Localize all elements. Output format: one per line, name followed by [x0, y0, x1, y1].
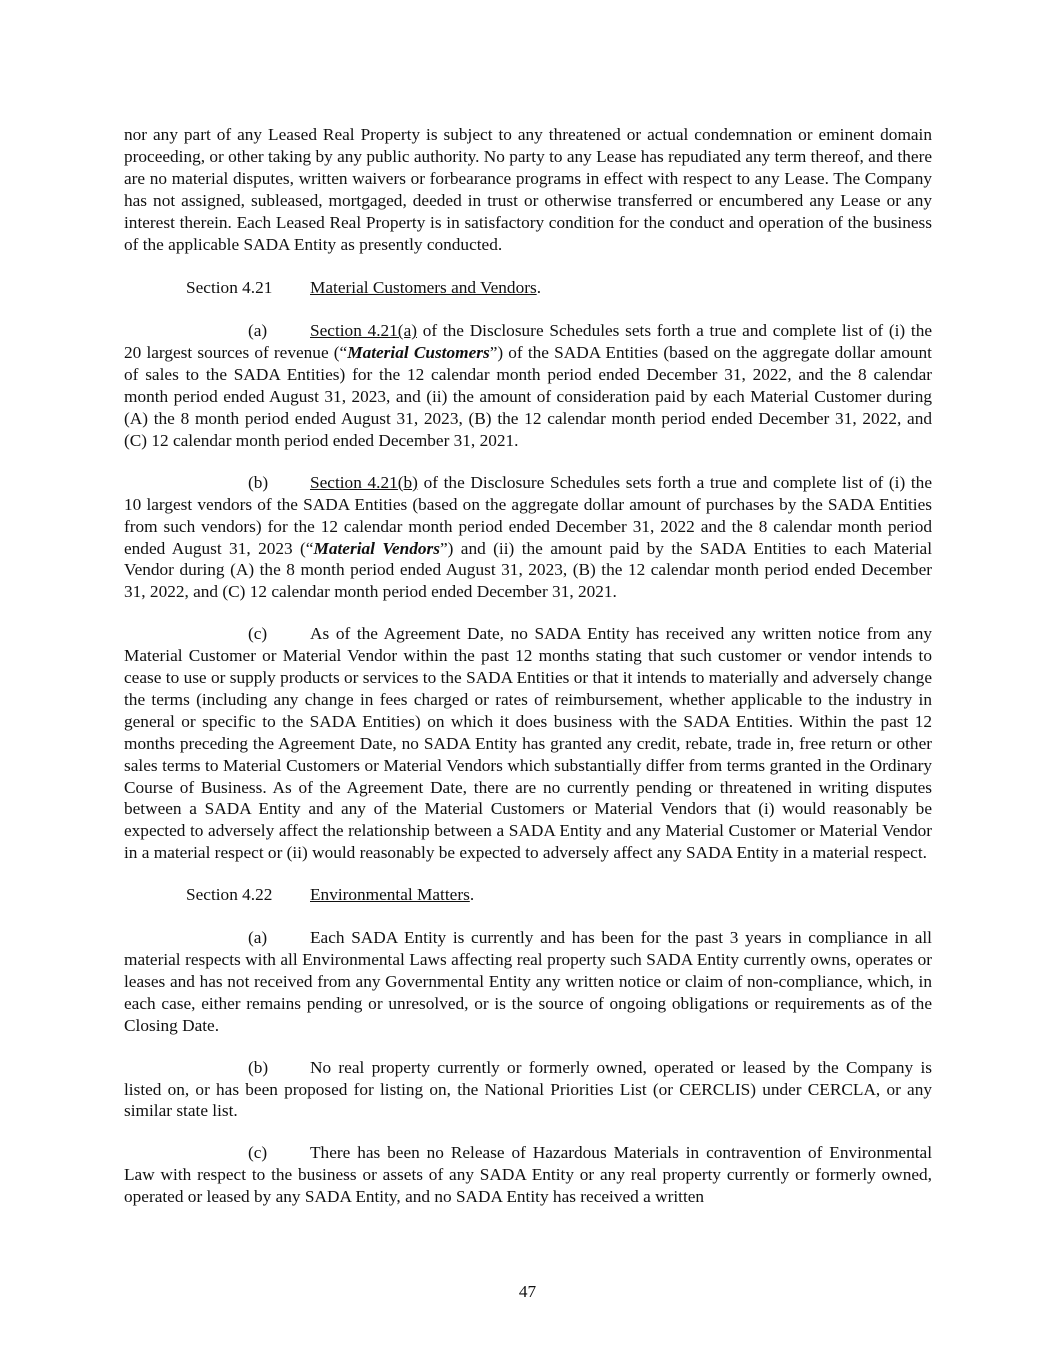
clause-label: (a) — [248, 321, 268, 341]
section-4-21-heading — [186, 277, 932, 299]
intro-paragraph: nor any part of any Leased Real Property is subject to any threatened or actual condemnation or eminent domain proceeding, or other taking by any public authority. No party to any Lease has repudiated any term thereof, and there are no material disputes, written waivers or forbearance programs in effect with respect to any Lease. The Company has not assigned, subleased, mortgaged, deeded in trust or otherwise transferred or encumbered any Lease or any interest therein. Each Leased Real Property is in satisfactory condition for the conduct and operation of the business of the applicable SADA Entity as presently conducted. — [124, 125, 932, 254]
section-4-21-title-end: . — [536, 278, 542, 298]
clause-text: ”) and (ii) the amount paid by the SADA Entities to each Material Vendor during (A) the 8 month period ended August 31, 2023, (B) the 12 calendar month period ended December 31, 2022, and (C) 12 calendar month period ended December 31, 2021. — [124, 538, 933, 602]
section-4-21-c-paragraph — [124, 623, 932, 864]
section-4-21-a-paragraph — [124, 320, 932, 451]
section-4-22-c-paragraph — [124, 1142, 932, 1208]
clause-label: (c) — [248, 624, 268, 644]
section-4-21-number: Section 4.21 — [186, 278, 273, 298]
cross-reference: Section 4.21(b) — [310, 472, 418, 492]
clause-text: As of the Agreement Date, no SADA Entity has received any written notice from any Material Customer or Material Vendor within the past 12 months stating that such customer or vendor intends to cease to use or supply products or services to the SADA Entities or that it intends to materially and adversely change the terms (including any change in fees charged or rates of reimbursement, whether applicable to the industry in general or specific to the SADA Entities) on which it does business with the SADA Entities. Within the past 12 months preceding the Agreement Date, no SADA Entity has granted any credit, rebate, trade in, free return or other sales terms to Material Customers or Material Vendors which substantially differ from terms granted in the Ordinary Course of Business. As of the Agreement Date, there are no currently pending or threatened in writing disputes between a SADA Entity and any of the Material Customers or Material Vendors that (i) would reasonably be expected to adversely affect the relationship between a SADA Entity and any Material Customer or Material Vendor in a material respect or (ii) would reasonably be expected to adversely affect any SADA Entity in a material respect. — [124, 624, 932, 863]
section-4-22-title-end: . — [469, 885, 475, 905]
section-4-21-b-paragraph — [124, 472, 932, 603]
clause-label: (b) — [248, 472, 269, 492]
clause-label: (c) — [248, 1143, 268, 1163]
clause-label: (a) — [248, 928, 268, 948]
document-body — [124, 124, 932, 1208]
clause-text: Each SADA Entity is currently and has been for the past 3 years in compliance in all material respects with all Environmental Laws affecting real property such SADA Entity currently owns, operates or leases and has not received from any Governmental Entity any written notice or claim of non-compliance, which, in each case, either remains pending or unresolved, or is the source of ongoing obligations or requirements as of the Closing Date. — [124, 928, 932, 1035]
clause-text: There has been no Release of Hazardous Materials in contravention of Environmental Law with respect to the business or assets of any SADA Entity or any real property currently or formerly owned, operated or leased by any SADA Entity, and no SADA Entity has received a written — [124, 1143, 932, 1207]
section-4-21-title: Material Customers and Vendors — [310, 278, 537, 298]
section-4-22-title: Environmental Matters — [310, 885, 470, 905]
section-4-22-b-paragraph — [124, 1057, 932, 1123]
section-4-22-number: Section 4.22 — [186, 885, 273, 905]
clause-label: (b) — [248, 1057, 269, 1077]
defined-term: Material Vendors — [313, 538, 440, 558]
cross-reference: Section 4.21(a) — [310, 321, 417, 341]
clause-text: of the Disclosure Schedules sets forth a true and complete list of (i) the 10 largest vendors of the SADA Entities (based on the aggregate dollar amount of purchases by the SADA Entities from such vendors) for the 12 calendar month period ended December 31, 2022 and the 8 calendar month period ended August 31, 2023 (“ — [124, 472, 932, 558]
section-4-22-a-paragraph — [124, 927, 932, 1037]
defined-term: Material Customers — [347, 343, 490, 363]
page-number: 47 — [518, 1282, 537, 1301]
section-4-22-heading — [186, 884, 932, 906]
clause-text: of the Disclosure Schedules sets forth a true and complete list of (i) the 20 largest sources of revenue (“ — [124, 321, 933, 363]
clause-text: No real property currently or formerly owned, operated or leased by the Company is listed on, or has been proposed for listing on, the National Priorities List (or CERCLIS) under CERCLA, or any similar state list. — [124, 1057, 932, 1121]
clause-text: ”) of the SADA Entities (based on the aggregate dollar amount of sales to the SADA Entities) for the 12 calendar month period ended December 31, 2022, and the 8 calendar month period ended August 31, 2023, and (ii) the amount of consideration paid by each Material Customer during (A) the 8 month period ended August 31, 2023, (B) the 12 calendar month period ended December 31, 2022, and (C) 12 calendar month period ended December 31, 2021. — [124, 343, 932, 450]
